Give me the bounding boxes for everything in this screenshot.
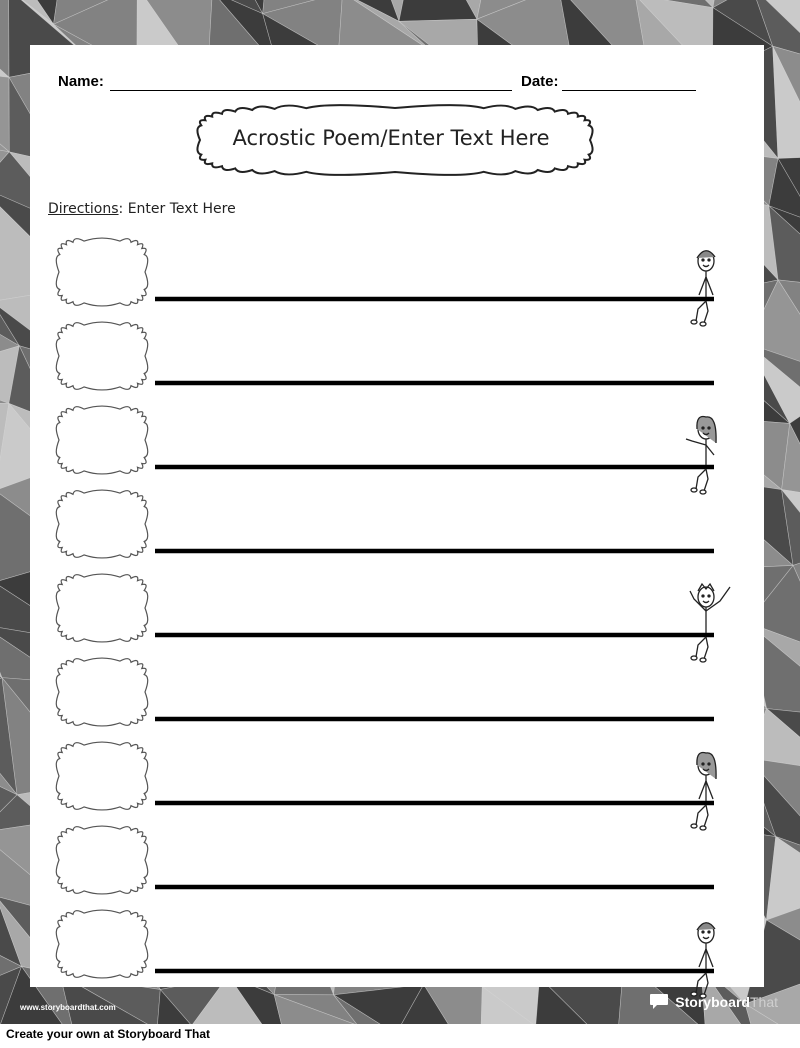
name-label: Name: [58, 73, 104, 90]
directions-label: Directions [48, 201, 119, 217]
stick-figure-girl-long [691, 753, 716, 831]
storyboardthat-logo [649, 992, 778, 1012]
create-your-own-link[interactable]: Create your own at Storyboard That [6, 1027, 211, 1041]
speech-bubble-icon [649, 993, 669, 1011]
letter-box[interactable] [56, 574, 147, 642]
letter-box[interactable] [56, 406, 147, 474]
brand-story: Storyboard [675, 994, 750, 1010]
letter-box[interactable] [56, 322, 147, 390]
letter-box[interactable] [56, 490, 147, 558]
stick-figure-girl-braid [686, 417, 716, 495]
stick-figure-cap [691, 923, 715, 998]
letter-box[interactable] [56, 238, 147, 306]
directions-text: : Enter Text Here [118, 201, 236, 217]
date-label: Date: [521, 73, 559, 90]
letter-box[interactable] [56, 910, 147, 978]
letter-box[interactable] [56, 742, 147, 810]
stick-figure-boy [691, 251, 715, 326]
page-title[interactable]: Acrostic Poem/Enter Text Here [232, 126, 550, 150]
letter-box[interactable] [56, 658, 147, 726]
brand-that: That [749, 994, 778, 1010]
letter-box[interactable] [56, 826, 147, 894]
footer-website: www.storyboardthat.com [20, 1003, 116, 1012]
stick-figure-cheer [690, 584, 730, 662]
